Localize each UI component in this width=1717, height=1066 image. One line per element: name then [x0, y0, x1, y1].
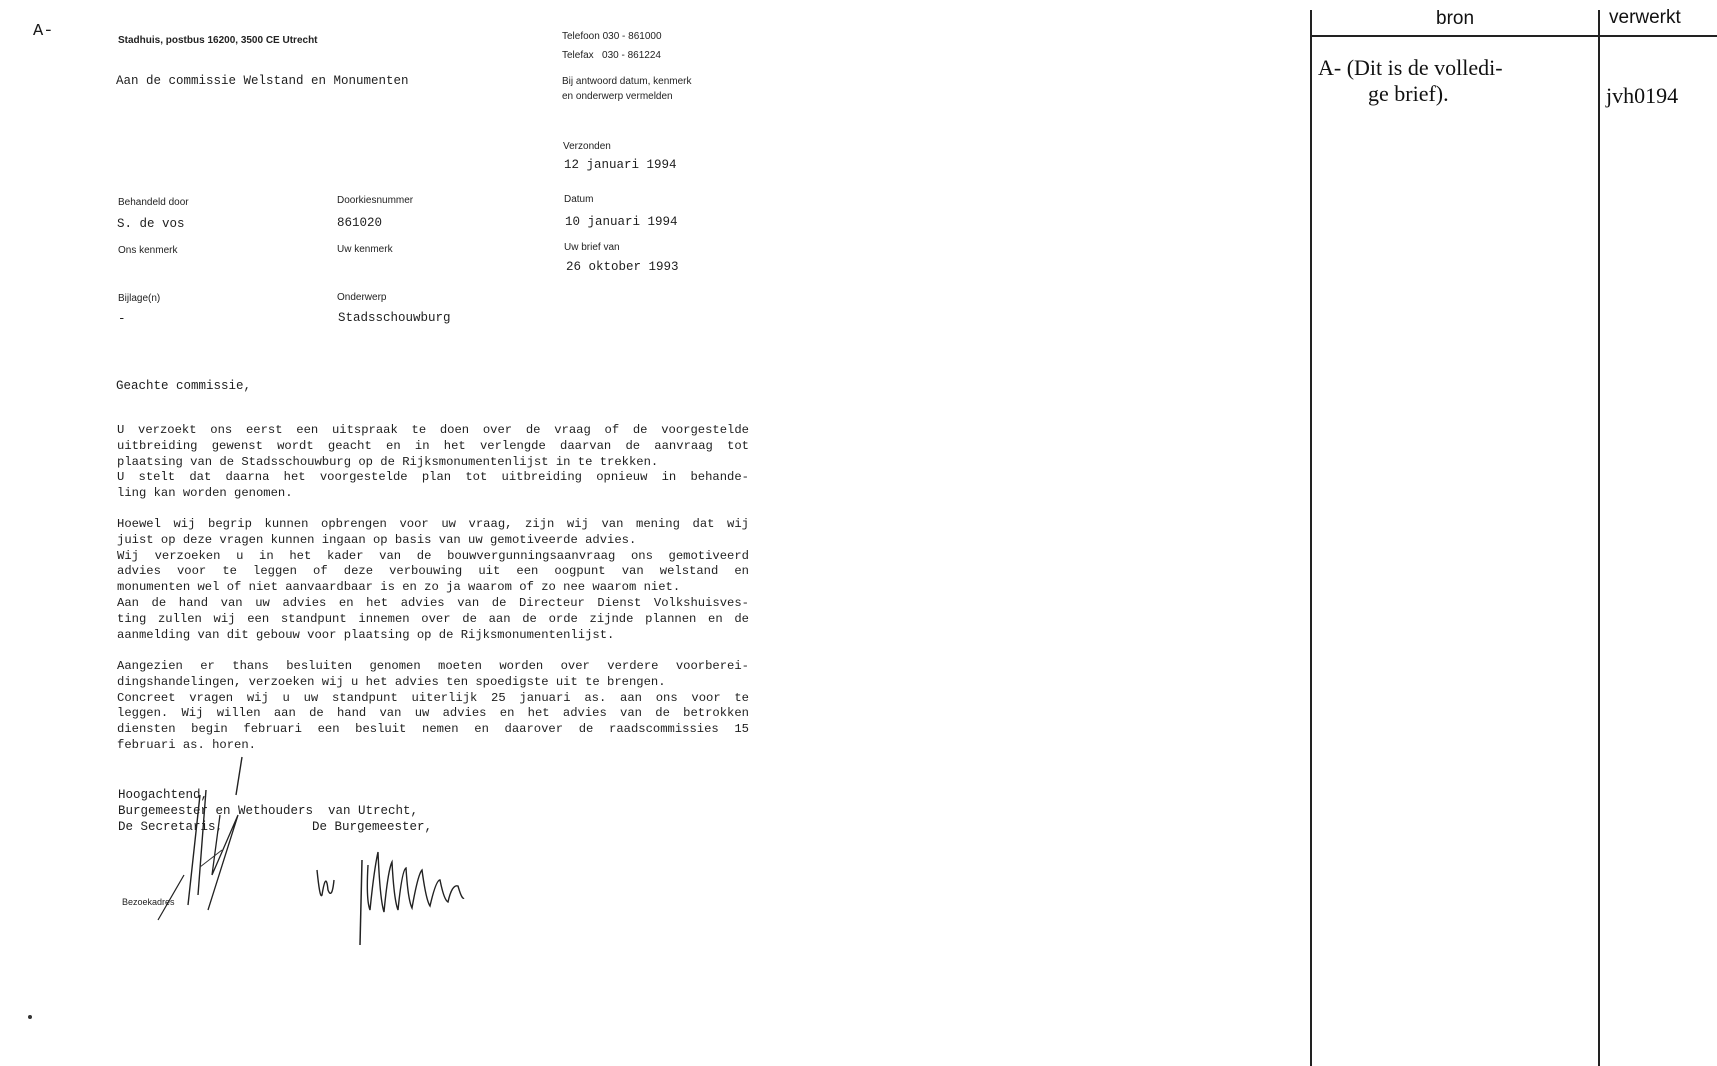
paragraph-3	[117, 659, 749, 754]
page-marker: A-	[33, 22, 54, 41]
paragraph-line: uitbreiding gewenst wordt geacht en in het verlengde daarvan de aanvraag tot	[117, 438, 749, 453]
bron-entry-line2: ge brief).	[1368, 81, 1449, 106]
paragraph-line: Wij verzoeken u in het kader van de bouwvergunningsaanvraag ons gemotiveerd	[117, 548, 749, 563]
paragraph-line: U verzoekt ons eerst een uitspraak te doen over de vraag of de voorgestelde	[117, 423, 749, 437]
recipient: Aan de commissie Welstand en Monumenten	[116, 74, 409, 88]
closing-hoogachtend: Hoogachtend,	[118, 788, 209, 802]
signature-secretaris	[140, 755, 250, 930]
table-column-divider	[1598, 10, 1600, 1066]
paragraph-line: leggen. Wij willen aan de hand van uw advies en het advies van de betrokken	[117, 706, 749, 721]
paragraph-line: Aan de hand van uw advies en het advies van de Directeur Dienst Volkshuisves-	[117, 595, 749, 610]
paragraph-line: Concreet vragen wij u uw standpunt uiterlijk 25 januari as. aan ons voor te	[117, 690, 749, 705]
uw-kenmerk-label: Uw kenmerk	[337, 244, 393, 255]
bezoekadres-label: Bezoekadres	[122, 897, 175, 907]
paragraph-line: plaatsing van de Stadsschouwburg op de Rijksmonumentenlijst in te trekken.	[117, 454, 659, 469]
closing-burgemeester: De Burgemeester,	[312, 820, 433, 834]
paragraph-line: Aangezien er thans besluiten genomen moeten worden over verdere voorberei-	[117, 659, 749, 673]
paragraph-line: aanmelding van dit gebouw voor plaatsing op de Rijksmonumentenlijst.	[117, 627, 615, 642]
verzonden-label: Verzonden	[563, 141, 611, 152]
reply-note-line1: Bij antwoord datum, kenmerk	[562, 76, 692, 87]
bijlage-value: -	[118, 312, 126, 326]
reply-note-line2: en onderwerp vermelden	[562, 91, 673, 102]
paragraph-line: monumenten wel of niet aanvaardbaar is en zo ja waarom of zo nee waarom niet.	[117, 580, 681, 595]
behandeld-value: S. de vos	[117, 217, 185, 231]
uw-brief-value: 26 oktober 1993	[566, 260, 679, 274]
ons-kenmerk-label: Ons kenmerk	[118, 245, 178, 256]
onderwerp-value: Stadsschouwburg	[338, 311, 451, 325]
paragraph-line: U stelt dat daarna het voorgestelde plan tot uitbreiding opnieuw in behande-	[117, 470, 749, 485]
closing-bw-utrecht: Burgemeester en Wethouders van Utrecht,	[118, 804, 419, 818]
column-header-verwerkt: verwerkt	[1609, 7, 1681, 28]
paragraph-1	[117, 423, 749, 502]
paragraph-line: dingshandelingen, verzoeken wij u het advies ten spoedigste uit te brengen.	[117, 674, 666, 689]
datum-value: 10 januari 1994	[565, 215, 678, 229]
verwerkt-entry: jvh0194	[1606, 83, 1679, 108]
scan-dot	[28, 1015, 32, 1019]
table-left-border	[1310, 10, 1312, 1066]
paragraph-line: februari as. horen.	[117, 737, 256, 752]
paragraph-line: Hoewel wij begrip kunnen opbrengen voor uw vraag, zijn wij van mening dat wij	[117, 517, 749, 531]
paragraph-line: ling kan worden genomen.	[117, 486, 293, 501]
signature-burgemeester	[312, 840, 492, 955]
salutation: Geachte commissie,	[116, 379, 252, 393]
doorkies-value: 861020	[337, 216, 383, 230]
paragraph-2	[117, 517, 749, 643]
letterhead-telefoon: Telefoon 030 - 861000	[562, 31, 662, 42]
behandeld-label: Behandeld door	[118, 197, 189, 208]
onderwerp-label: Onderwerp	[337, 292, 387, 303]
closing-secretaris: De Secretaris,	[118, 820, 224, 834]
paragraph-line: advies voor te leggen of deze verbouwing uit een oogpunt van welstand en	[117, 564, 749, 579]
bijlage-label: Bijlage(n)	[118, 293, 161, 304]
doorkies-label: Doorkiesnummer	[337, 195, 414, 206]
paragraph-line: diensten begin februari een besluit nemen en daarover de raadscommissies 15	[117, 722, 749, 737]
uw-brief-label: Uw brief van	[564, 242, 620, 253]
letterhead-address: Stadhuis, postbus 16200, 3500 CE Utrecht	[118, 35, 318, 46]
datum-label: Datum	[564, 194, 594, 205]
bron-entry-line1: A- (Dit is de volledi-	[1318, 55, 1503, 80]
column-header-bron: bron	[1436, 8, 1475, 29]
letterhead-telefax: Telefax 030 - 861224	[562, 50, 661, 61]
paragraph-line: juist op deze vragen kunnen ingaan op basis van uw gemotiveerde advies.	[117, 532, 637, 547]
paragraph-line: ting zullen wij een standpunt innemen over de aan de orde zijnde plannen en de	[117, 611, 749, 626]
verzonden-value: 12 januari 1994	[564, 158, 677, 172]
table-header-rule	[1310, 35, 1717, 37]
